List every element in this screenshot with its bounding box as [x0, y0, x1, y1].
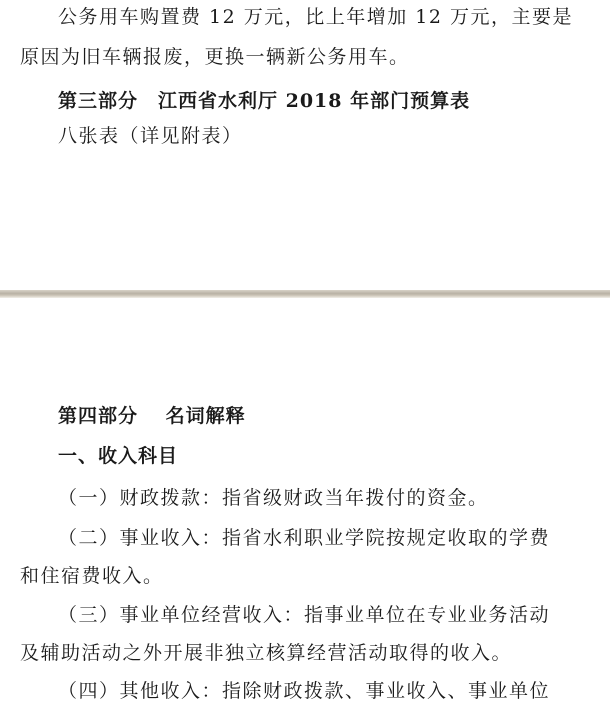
document-page-bottom — [0, 298, 610, 704]
section-heading-part4: 第四部分 名词解释 — [58, 405, 246, 427]
section-heading-part3: 第三部分 江西省水利厅 2018 年部门预算表 — [58, 90, 471, 112]
definition-item: （四）其他收入：指除财政拨款、事业收入、事业单位 — [58, 680, 551, 702]
definition-item: （二）事业收入：指省水利职业学院按规定收取的学费 — [58, 527, 551, 549]
definition-item: （一）财政拨款：指省级财政当年拨付的资金。 — [58, 487, 489, 509]
page-separator — [0, 290, 610, 298]
subsection-heading: 一、收入科目 — [58, 445, 179, 467]
document-page-top — [0, 0, 610, 292]
paragraph-line: 原因为旧车辆报废，更换一辆新公务用车。 — [20, 46, 410, 68]
paragraph-line: 公务用车购置费 12 万元，比上年增加 12 万元，主要是 — [58, 6, 574, 28]
paragraph-line: 八张表（详见附表） — [58, 125, 243, 147]
definition-item: （三）事业单位经营收入：指事业单位在专业业务活动 — [58, 604, 551, 626]
definition-item-continuation: 和住宿费收入。 — [20, 565, 164, 587]
definition-item-continuation: 及辅助活动之外开展非独立核算经营活动取得的收入。 — [20, 642, 513, 664]
